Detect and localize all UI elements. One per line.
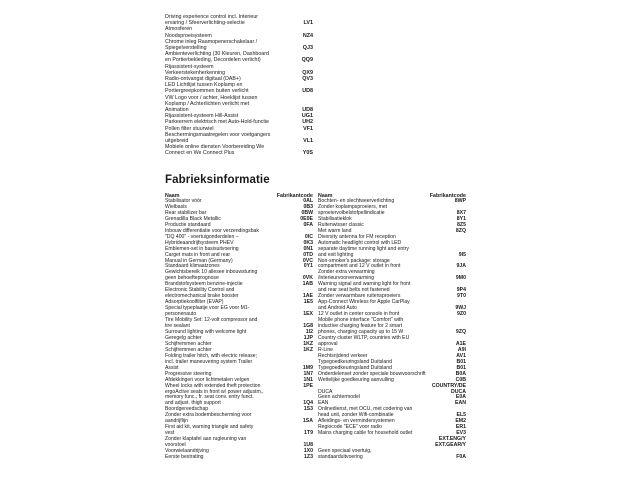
item-code: 9I5 xyxy=(458,251,466,258)
item-name: Atmosferen Noodsproeisysteem xyxy=(165,26,212,39)
item-code: 9M0 xyxy=(455,275,466,282)
item-name: Special typeplaatje voor EG voor M1- personenauto xyxy=(165,305,250,318)
item-code: 1AB xyxy=(302,281,313,288)
item-name: Diversity antenna for FM reception Automatic headlight control with LED separate daytime running light and entry and exit lighting xyxy=(318,233,409,258)
list-item xyxy=(165,82,313,94)
item-name: App-Connect Wireless for Apple CarPlay and Android Auto xyxy=(318,299,410,312)
item-code: NZ4 xyxy=(302,32,313,39)
item-name: Onlinedienst, met OCU, met codering van head unit, zonder Wifi-combinatie xyxy=(318,406,413,419)
item-name: Grenadilla Black Metallic xyxy=(165,215,221,222)
item-code: 1Q4 xyxy=(303,400,313,407)
item-name: Pollen filter stuurwiel xyxy=(165,125,214,132)
item-code: B01 xyxy=(456,358,466,365)
item-name: Productie standaard xyxy=(165,221,211,228)
item-name: Non-smoker's package: storage compartment and 12 V outlet in front xyxy=(318,257,401,270)
item-code: 8Z5 xyxy=(457,221,466,228)
item-name: 12 V outlet in center console in front xyxy=(318,311,400,318)
item-name: Mains charging cable for household outlet xyxy=(318,430,413,437)
item-code: 1JP xyxy=(303,334,313,341)
item-name: Tire Mobility Set: 12-volt compressor and tire sealant xyxy=(165,317,258,330)
item-code: 1AE xyxy=(302,293,313,300)
item-code: 0N1 xyxy=(303,245,313,252)
item-name: LED Lichtlijst tussen Koplamp en Portiergreepkommen buiten verlicht xyxy=(165,82,249,95)
item-name: Ambienteverlichting (30 Kleuren, Dashboard en Portierbekleding, Decordelen verlicht) xyxy=(165,51,269,64)
header-name: Naam xyxy=(318,193,333,199)
item-code: 0Y1 xyxy=(303,263,313,270)
item-name: Chrome inleg Raamopenerschakelaar / Spiegelverstelling xyxy=(165,38,258,52)
item-name: Zonder klaptafel aan rugleuning van voorstoel xyxy=(165,436,247,449)
item-name: Parkeerrem elektrisch met Auto-Hold-functie xyxy=(165,119,269,126)
list-item xyxy=(165,390,313,408)
item-code: 0K3 xyxy=(303,239,313,246)
header-code: Fabrikantcode xyxy=(276,193,313,199)
right-column xyxy=(318,193,466,461)
item-name: Inbouw differentiatie voor verzendingsbak "DQ 400" - voertuigonderdelen – xyxy=(165,227,259,240)
item-code: 0TD xyxy=(303,251,313,258)
item-code: 1S3 xyxy=(303,406,313,413)
item-code: F0A xyxy=(456,453,466,460)
item-code: COUNTRY/DE xyxy=(431,382,466,389)
item-name: Progressive steering xyxy=(165,370,212,377)
item-name: Afleidings- en vermindersystemen xyxy=(318,418,395,425)
item-code: 8ZQ xyxy=(455,227,466,234)
item-code: A9I xyxy=(457,346,466,353)
item-name: Geen achtermodel xyxy=(318,394,360,401)
item-name: R-Line xyxy=(318,346,334,353)
item-name: Regiocode "ECE" voor radio xyxy=(318,424,382,431)
item-name: Brandstofsysteem benzine-injectie xyxy=(165,281,243,288)
item-code: 1X0 xyxy=(303,448,313,455)
item-code: E0A xyxy=(455,394,466,401)
item-name: Typegoedkeuringsland Duitsland xyxy=(318,358,392,365)
item-name: Beschermingsmaatregelen voor voetgangers uitgebreid xyxy=(165,131,271,145)
list-item xyxy=(165,229,313,241)
item-code: 1U8 xyxy=(303,442,313,449)
item-name: Met warm land xyxy=(318,227,352,234)
item-code: 1KZ xyxy=(303,340,313,347)
item-code: EM2 xyxy=(455,418,466,425)
item-name: Ruitenwisser classic xyxy=(318,221,364,228)
list-item xyxy=(165,14,313,26)
item-code: C0B xyxy=(455,376,466,383)
item-code: 0IC xyxy=(304,233,313,240)
section-title: Fabrieksinformatie xyxy=(165,174,270,186)
list-item xyxy=(165,144,313,156)
item-code: UH2 xyxy=(302,119,313,126)
item-name: Bochten- en slechtweerverlichting xyxy=(318,198,395,204)
item-name: Gewichtsbereik 10 allesee inbouwsturing geen behoefteprognose xyxy=(165,269,258,282)
item-code: 1T9 xyxy=(304,430,313,437)
item-name: EAN xyxy=(318,400,329,407)
list-item xyxy=(318,449,466,461)
item-code: 1N7 xyxy=(303,370,313,377)
item-name: Typegoedkeuringsland Duitsland xyxy=(318,364,392,371)
item-code: 8WP xyxy=(454,198,466,204)
list-item xyxy=(165,39,313,51)
item-code: 1M9 xyxy=(302,364,313,371)
item-code: VL1 xyxy=(303,138,313,145)
list-item xyxy=(165,455,313,461)
item-code: 9P4 xyxy=(456,287,466,294)
item-code: EAN xyxy=(455,400,466,407)
item-code: 0VK xyxy=(302,275,313,282)
item-name: Rechtsrijdend verkeer xyxy=(318,352,368,359)
item-name: Carget mats in front and rear xyxy=(165,251,231,258)
item-code: 9ZQ A1E xyxy=(455,328,466,347)
item-name: Zonder extra verwarming /interieurvoorverwarming xyxy=(318,269,375,282)
item-code: ER1 xyxy=(455,424,466,431)
item-name: Manual in German (Germany) xyxy=(165,257,233,264)
item-name: Zonder extra bodembescherming voor aandrijflijn xyxy=(165,412,252,425)
item-code: QX9 xyxy=(302,69,313,76)
left-column xyxy=(165,193,313,461)
item-code: 1E5 xyxy=(303,299,313,306)
item-name: Stabilisatieklok xyxy=(318,215,352,222)
item-code: 0E0E xyxy=(300,215,313,222)
item-code: 0AL xyxy=(303,198,313,204)
item-code: EXT.ENG/Y xyxy=(438,436,466,443)
item-code: 1KZ xyxy=(303,346,313,353)
list-item xyxy=(165,354,313,372)
item-code: 1N1 xyxy=(303,376,313,383)
item-code: 1EX xyxy=(303,311,313,318)
left-list xyxy=(165,199,313,461)
item-name: ergoActive seats in front w/ power adjustm., memory func., fr. seat conv. entry funct. and adjust. thigh support xyxy=(165,388,264,407)
item-name: Electronic Stability Control and electromechanical brake booster xyxy=(165,287,239,300)
item-name: Mobile phone interface "Comfort" with inductive charging feature for 2 smart phones, charging capacity up to 15 W Country cluster WLTP, countries with EU approval xyxy=(318,317,410,347)
list-item xyxy=(165,64,313,76)
item-code: LV1 xyxy=(303,20,313,27)
item-name: Schijfremmen achter xyxy=(165,346,212,353)
item-name: Folding trailer hitch, with electric release; incl. trailer maneuvering system Trailer Assist xyxy=(165,352,258,371)
item-name: DUCA xyxy=(318,388,333,395)
list-item xyxy=(165,95,313,114)
options-list xyxy=(165,14,313,157)
item-code: DUCA xyxy=(451,388,466,395)
item-code: 8X7 xyxy=(456,209,466,216)
list-item xyxy=(318,235,466,259)
item-name: Hybrideaandrijfsysteem PHEV xyxy=(165,239,234,246)
right-list xyxy=(318,199,466,461)
item-code: 1PE xyxy=(303,382,313,389)
item-code: 1Z3 xyxy=(304,453,313,460)
item-name: Rijassistent-systeem Hill-Assist xyxy=(165,113,239,120)
header-name: Naam xyxy=(165,193,180,199)
item-code: 1I2 xyxy=(305,328,313,335)
item-code: B0A xyxy=(455,370,466,377)
item-code: 0VC xyxy=(302,257,313,264)
item-code: EL5 xyxy=(456,412,466,419)
item-name: Geregelg achter xyxy=(165,334,202,341)
item-code: 9JA xyxy=(456,263,466,270)
list-item xyxy=(318,318,466,348)
item-code: QJ3 xyxy=(302,45,313,52)
item-name: Wettelijke goedkeuring aanvulling xyxy=(318,376,394,383)
header-code: Fabrikantcode xyxy=(429,193,466,199)
item-code: AV1 xyxy=(456,352,466,359)
item-name: Onderdelenset zonder speciale bouwvoorschrift xyxy=(318,370,426,377)
item-code: Y0S xyxy=(302,150,313,157)
item-name: Wheel locks with extended theft protection xyxy=(165,382,261,389)
item-code: B01 xyxy=(456,364,466,371)
item-code: 0BW xyxy=(301,209,313,216)
item-name: Mobiele online diensten Voorbereiding We Connect en We Connect Plus xyxy=(165,144,265,157)
item-code: 1SA xyxy=(302,418,313,425)
item-code: QV3 xyxy=(302,76,313,83)
item-code: 0B3 xyxy=(303,203,313,210)
item-name: Stabilisator vóór xyxy=(165,198,202,204)
item-name: Boordgereedschap xyxy=(165,406,209,413)
item-code: 1G8 xyxy=(303,323,313,330)
item-name: Radio-ontvangst digitaal (DAB+) xyxy=(165,76,241,83)
item-name: Zonder koplampsproeiers, met sproeiervolbelstofpellindicatie xyxy=(318,203,388,216)
item-name: Wielbasis xyxy=(165,203,187,210)
item-name: Geen speciaal voertuig, standaarduitvoering xyxy=(318,448,372,460)
item-code: UG1 xyxy=(301,113,313,120)
item-code: EXT.GEAR/Y xyxy=(435,442,466,449)
item-name: Rear stabilizer bar xyxy=(165,209,207,216)
item-name: Driving experience control incl. Interieur ervaring / Sfeerverlichting-selectie xyxy=(165,14,259,27)
item-code: UD8 xyxy=(302,107,313,114)
item-name: Standaard klimaatzones xyxy=(165,263,220,270)
item-code: EV3 xyxy=(456,430,466,437)
item-name: Voorwielaandrijving xyxy=(165,448,209,455)
item-name: Afdekkingen voor lichtmetalen velgen xyxy=(165,376,250,383)
item-code: 9WJ xyxy=(455,305,466,312)
item-code: 9T0 xyxy=(457,293,466,300)
item-name: Schijfremmen achter xyxy=(165,340,212,347)
item-name: VW Logo voor / achter, Hoeklijst tussen Koplamp / Achterlichten verlicht met Animation xyxy=(165,94,258,114)
list-item xyxy=(165,51,313,63)
item-name: Rijassistent-systeem Verkeerstekenherkenning xyxy=(165,63,226,76)
item-code: VF1 xyxy=(303,125,313,132)
item-name: Zonder verwarmbare ruitensproeiers xyxy=(318,293,401,300)
item-name: Emblemen-set in basisuitvoering xyxy=(165,245,239,252)
item-code: 9Z0 xyxy=(457,311,466,318)
item-name: Adsorptiekoolfilter (EVAP) xyxy=(165,299,224,306)
item-name: First aid kit, warning triangle and safety vest xyxy=(165,424,254,437)
item-code: 8Y1 xyxy=(456,215,466,222)
list-item xyxy=(165,132,313,144)
item-name: Eerste bestrating xyxy=(165,453,204,460)
list-item xyxy=(165,26,313,38)
item-code: 0FA xyxy=(303,221,313,228)
item-code: QQ9 xyxy=(301,57,313,64)
item-name: Surround lighting with welcome light xyxy=(165,328,247,335)
item-code: UD8 xyxy=(302,88,313,95)
item-name: Warning signal and warning light for front and rear seat belts not fastened xyxy=(318,281,411,294)
